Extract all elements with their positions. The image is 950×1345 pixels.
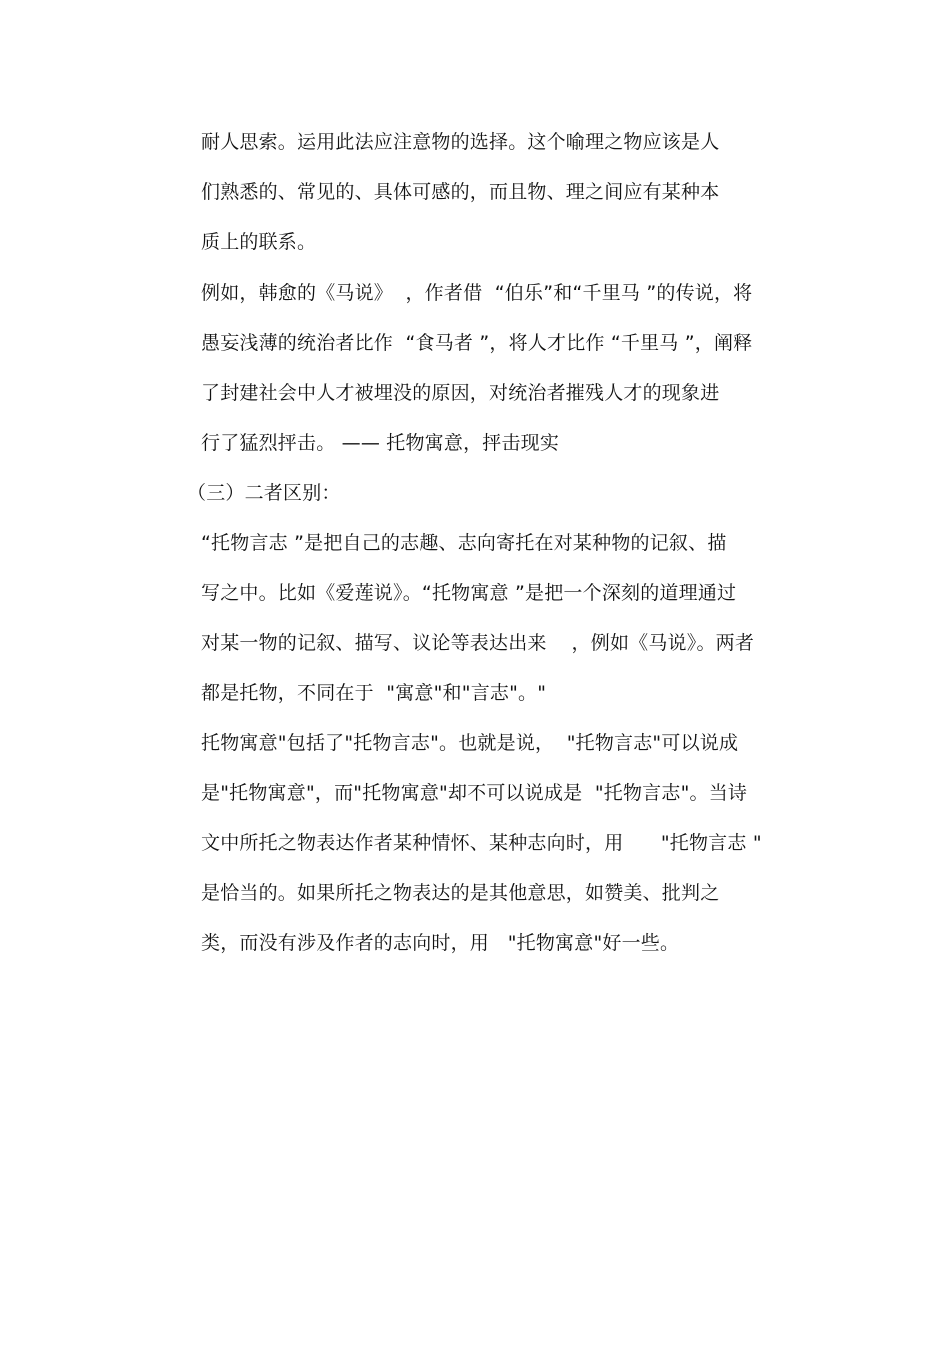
paragraph-line: 类，而没有涉及作者的志向时，用 "托物寓意"好一些。 xyxy=(201,932,680,954)
paragraph-line: 们熟悉的、常见的、具体可感的，而且物、理之间应有某种本 xyxy=(201,181,720,203)
paragraph-line: 对某一物的记叙、描写、议论等表达出来 ，例如《马说》。两者 xyxy=(201,632,755,654)
paragraph-line: “托物言志 ”是把自己的志趣、志向寄托在对某种物的记叙、描 xyxy=(201,532,727,554)
paragraph-line: 托物寓意"包括了"托物言志"。也就是说， "托物言志"可以说成 xyxy=(201,732,739,754)
paragraph-line: 是恰当的。如果所托之物表达的是其他意思，如赞美、批判之 xyxy=(201,882,720,904)
paragraph-line: 是"托物寓意"，而"托物寓意"却不可以说成是 "托物言志"。当诗 xyxy=(201,782,748,804)
paragraph-line: 耐人思索。运用此法应注意物的选择。这个喻理之物应该是人 xyxy=(201,131,720,153)
paragraph-line: 质上的联系。 xyxy=(201,231,317,253)
paragraph-line: 行了猛烈抨击。 —— 托物寓意，抨击现实 xyxy=(201,432,560,454)
paragraph-line: 都是托物，不同在于 "寓意"和"言志"。" xyxy=(201,682,547,704)
paragraph-line: 了封建社会中人才被埋没的原因，对统治者摧残人才的现象进 xyxy=(201,382,720,404)
paragraph-line: 文中所托之物表达作者某种情怀、某种志向时，用 "托物言志 " xyxy=(201,832,762,854)
paragraph-line: 写之中。比如《爱莲说》。“托物寓意 ”是把一个深刻的道理通过 xyxy=(201,582,737,604)
section-heading: （三）二者区别： xyxy=(187,482,341,504)
paragraph-line: 愚妄浅薄的统治者比作 “食马者 ”，将人才比作 “千里马 ”，阐释 xyxy=(201,332,753,354)
paragraph-line: 例如，韩愈的《马说》 ，作者借 “伯乐”和“千里马 ”的传说，将 xyxy=(201,282,753,304)
